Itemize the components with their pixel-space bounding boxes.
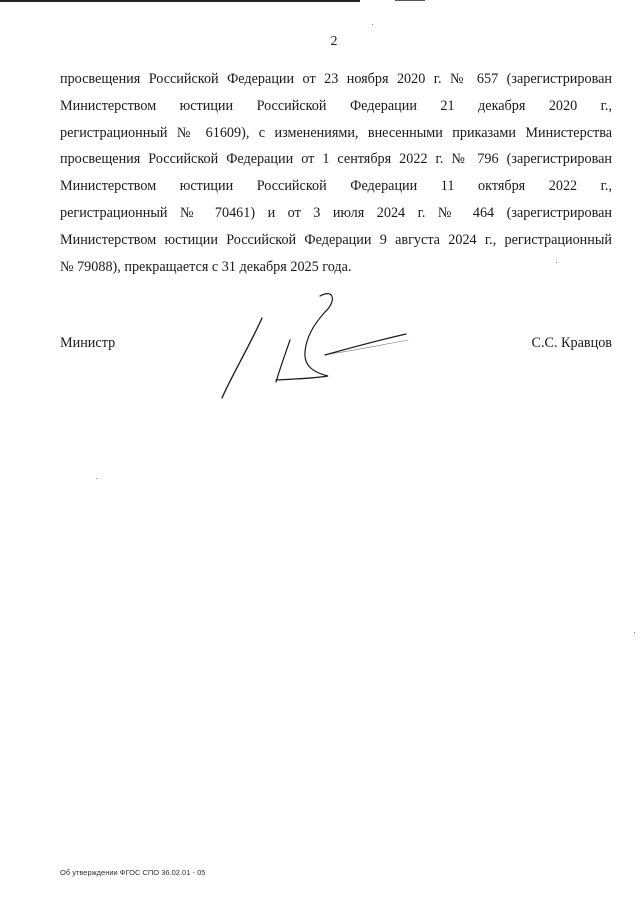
- text-line: Министерством юстиции Российской Федерации 11 октября 2022 г.,: [60, 178, 612, 195]
- signer-name: С.С. Кравцов: [531, 335, 612, 351]
- scan-speck: [372, 24, 373, 25]
- document-footer: Об утверждении ФГОС СПО 36.02.01 - 05: [60, 868, 206, 877]
- text-line: № 79088), прекращается с 31 декабря 2025 года.: [60, 258, 352, 275]
- text-line: просвещения Российской Федерации от 1 сентября 2022 г. № 796 (зарегистрирован: [60, 151, 612, 168]
- signer-position: Министр: [60, 335, 116, 351]
- text-line: Министерством юстиции Российской Федерации 9 августа 2024 г., регистрационный: [60, 231, 612, 248]
- scan-speck: [96, 478, 97, 479]
- text-line: регистрационный № 61609), с изменениями, внесенными приказами Министерства: [60, 124, 612, 141]
- handwritten-signature: [210, 290, 410, 405]
- text-line: Министерством юстиции Российской Федерации 21 декабря 2020 г.,: [60, 97, 612, 114]
- page-number: 2: [330, 34, 338, 49]
- scan-edge-mark: [0, 0, 360, 2]
- scan-speck: [634, 632, 635, 633]
- scan-edge-mark: [395, 0, 425, 1]
- scan-speck: [556, 262, 557, 263]
- text-line: просвещения Российской Федерации от 23 ноября 2020 г. № 657 (зарегистрирован: [60, 71, 612, 87]
- body-paragraph: [60, 66, 612, 280]
- text-line: регистрационный № 70461) и от 3 июля 2024 г. № 464 (зарегистрирован: [60, 204, 612, 221]
